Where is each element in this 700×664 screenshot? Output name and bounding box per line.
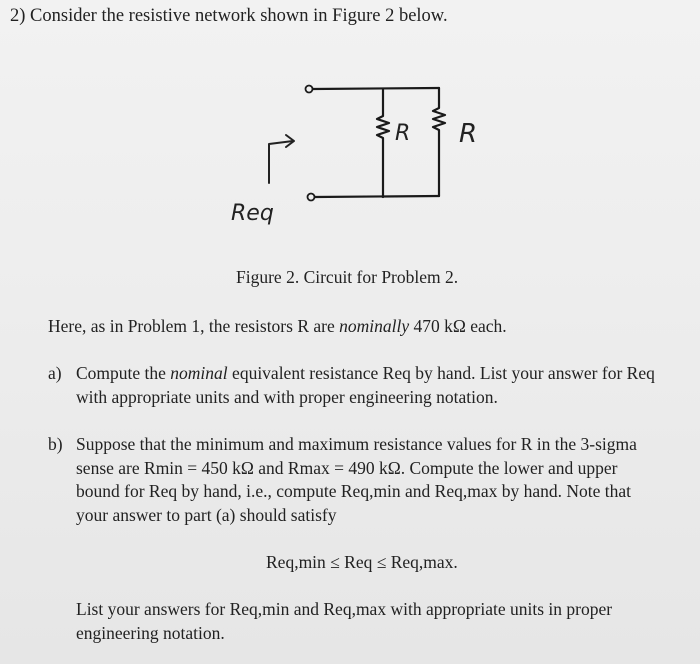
- intro-text-end: 470 kΩ each.: [409, 316, 507, 336]
- circuit-diagram: [225, 78, 495, 240]
- part-b-text: Suppose that the minimum and maximum resistance values for R in the 3-sigma sense are Rmin = 450 kΩ and Rmax = 490 kΩ. Compute the lower and upper bound for Req by hand, i.e., compute Req,min and Req,max by hand. Note that your answer to part (a) should satisfy: [76, 434, 637, 525]
- intro-text: [48, 315, 507, 337]
- bottom-terminal: [308, 194, 315, 201]
- part-a-text-end: equivalent resistance Req by hand. List your answer for Req with appropriate units and with proper engineering notation.: [76, 363, 655, 407]
- intro-emphasis: nominally: [339, 316, 410, 336]
- inequality: Req,min ≤ Req ≤ Req,max.: [266, 552, 458, 572]
- question-title: 2) Consider the resistive network shown in Figure 2 below.: [10, 6, 448, 26]
- resistor-label-1: R: [395, 121, 411, 146]
- req-arrow: [269, 141, 293, 183]
- part-a-text-start: Compute the: [76, 363, 171, 383]
- part-a-text: [76, 362, 661, 409]
- part-b-label: b): [48, 434, 63, 454]
- figure-caption: Figure 2. Circuit for Problem 2.: [236, 267, 459, 287]
- resistor-label-2: R: [459, 119, 478, 149]
- part-a-emphasis: nominal: [170, 363, 228, 383]
- top-terminal: [306, 86, 313, 93]
- req-label: Req: [231, 201, 274, 226]
- top-wire: [313, 88, 439, 89]
- intro-text-start: Here, as in Problem 1, the resistors R are: [48, 316, 340, 336]
- part-a-label: a): [48, 363, 62, 383]
- resistor-1: [377, 89, 389, 197]
- part-b-list-instruction: List your answers for Req,min and Req,max with appropriate units in proper engineering notation.: [76, 599, 613, 643]
- bottom-wire: [315, 196, 439, 197]
- resistor-2: [433, 88, 445, 196]
